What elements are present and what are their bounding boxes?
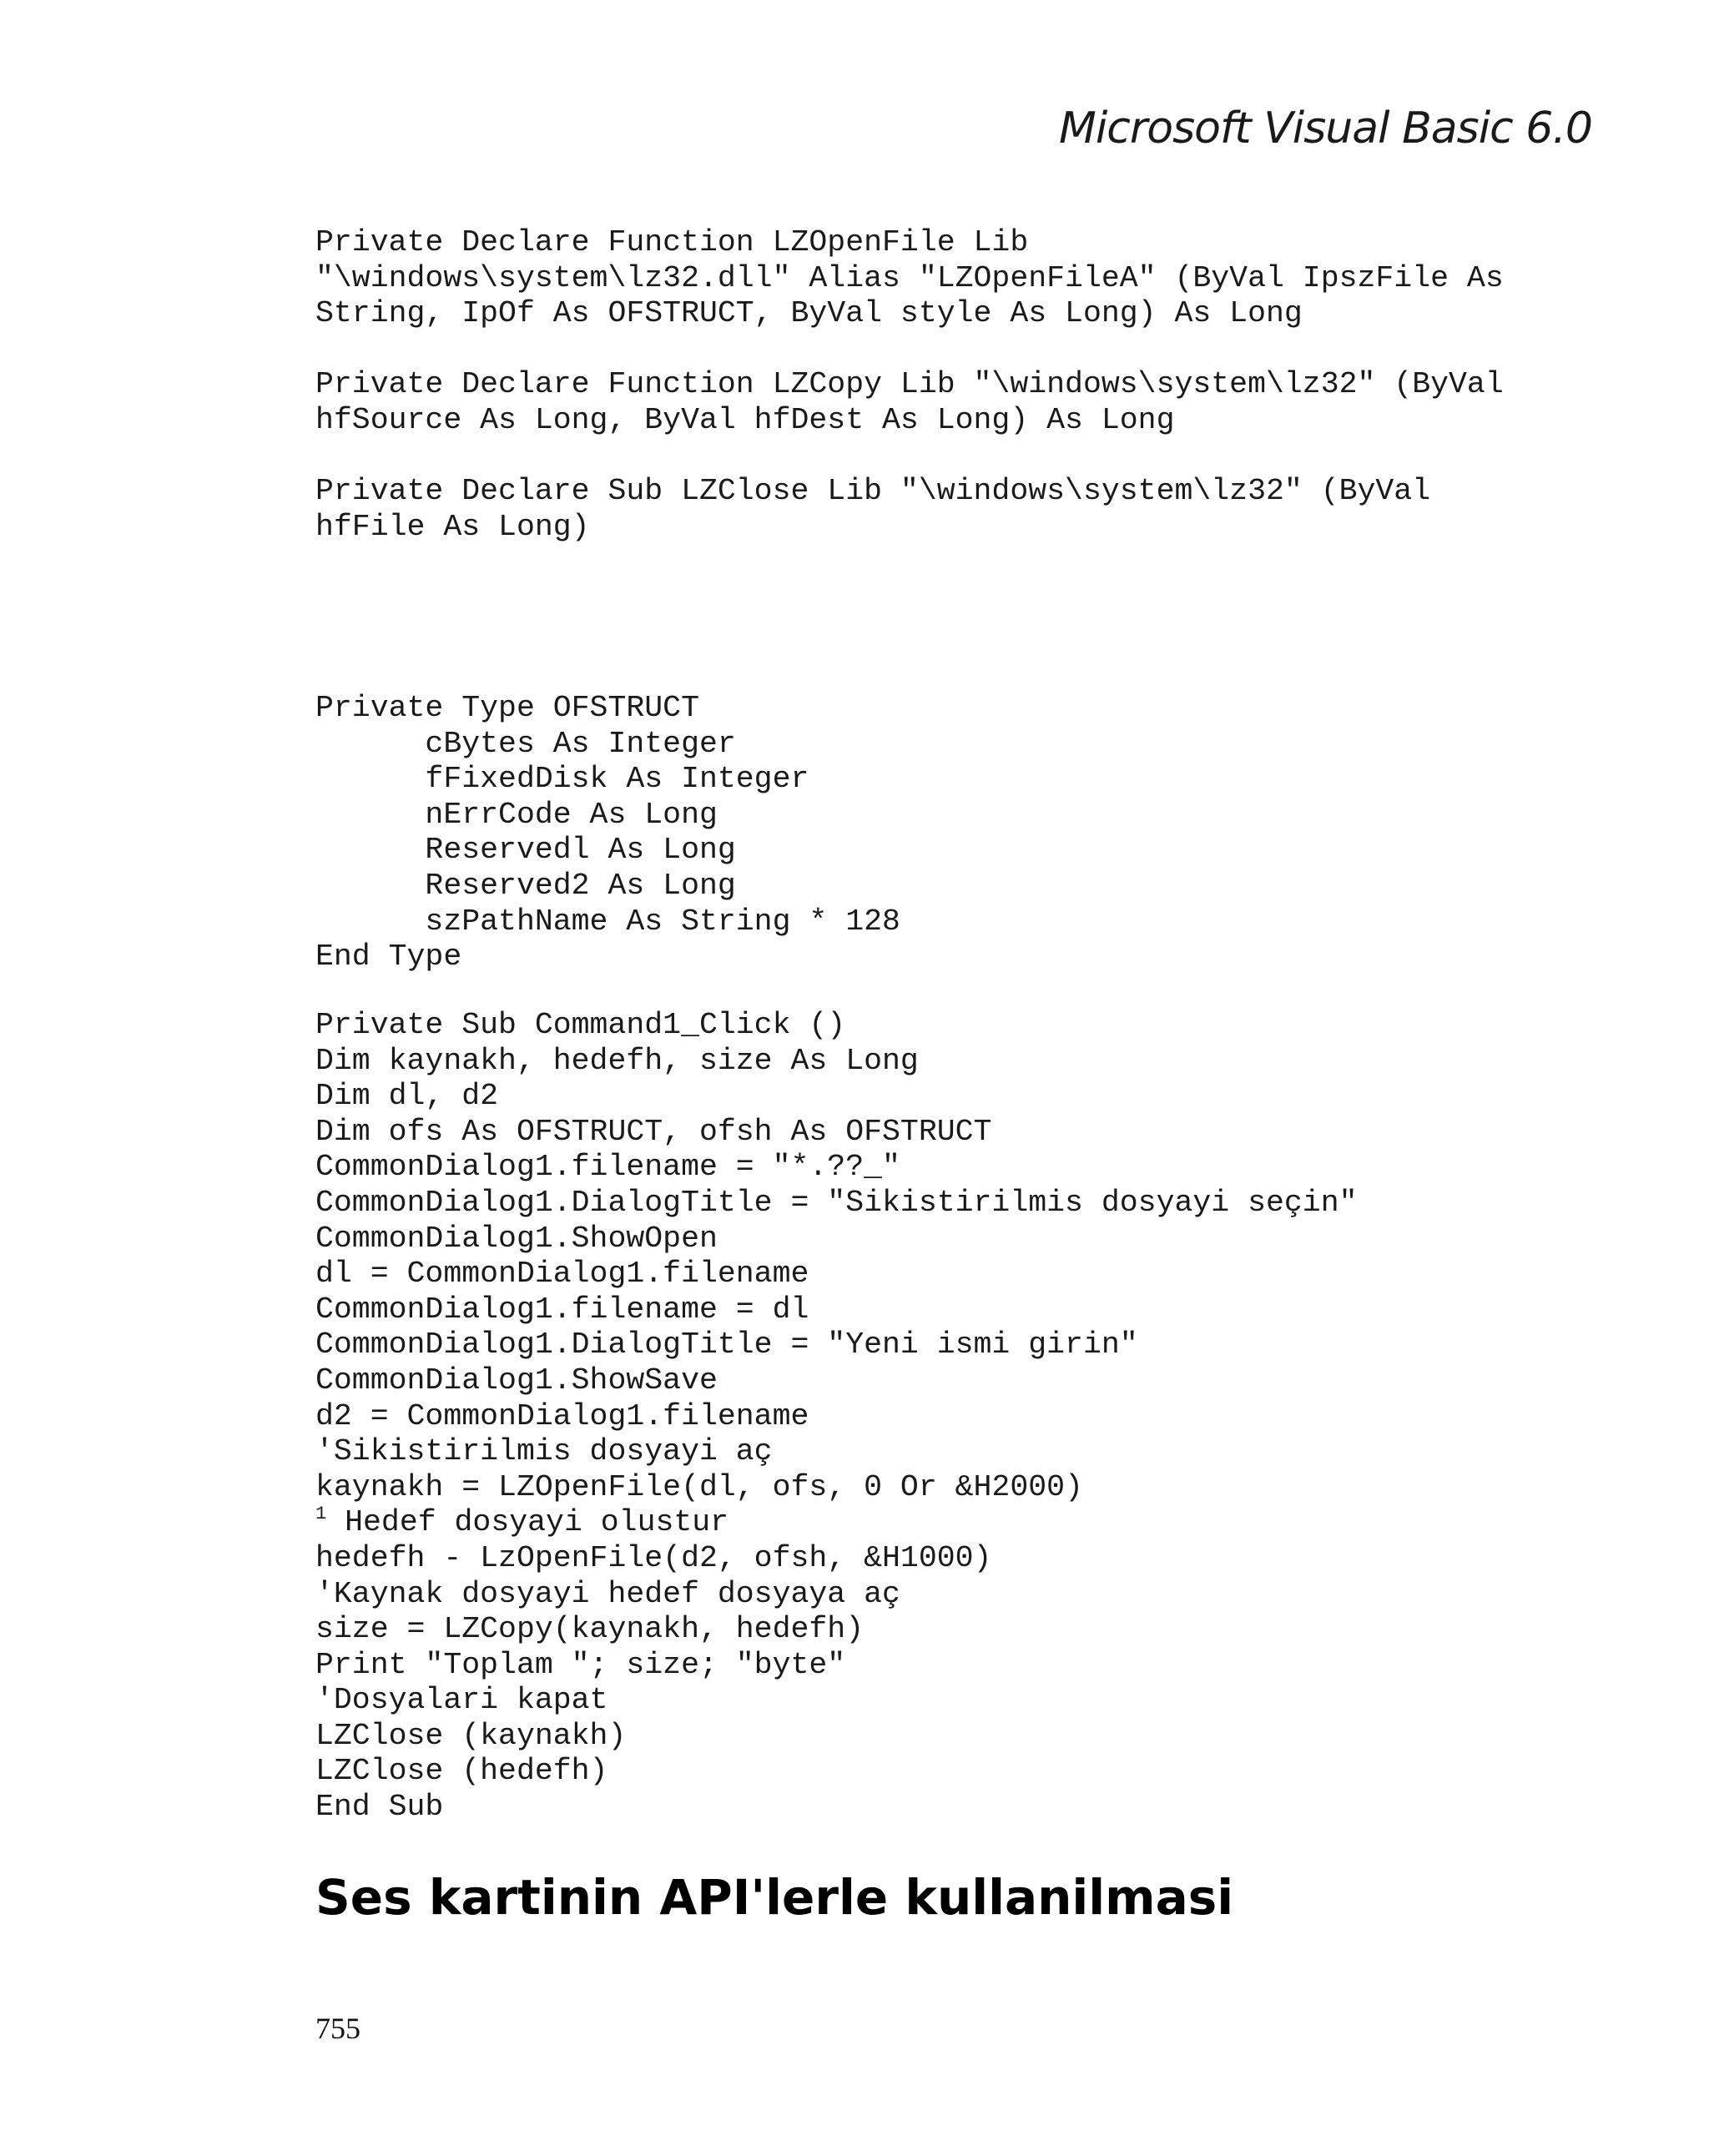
code-line: End Sub	[315, 1790, 444, 1825]
code-line: kaynakh = LZOpenFile(dl, ofs, 0 Or &H2000)	[315, 1469, 1083, 1504]
code-line: size = LZCopy(kaynakh, hedefh)	[315, 1612, 865, 1647]
footnote-marker: 1	[315, 1504, 327, 1525]
code-line-with-footnote	[315, 1505, 1358, 1541]
code-line: CommonDialog1.DialogTitle = "Sikistirilmis dosyayi seçin"	[315, 1185, 1358, 1220]
code-line: Dim ofs As OFSTRUCT, ofsh As OFSTRUCT	[315, 1114, 992, 1149]
code-line: nErrCode As Long	[315, 797, 718, 832]
code-line: Private Declare Sub LZClose Lib "\windows\system\lz32" (ByVal	[315, 474, 1431, 509]
code-line: Reservedl As Long	[315, 833, 736, 868]
code-line: szPathName As String * 128	[315, 904, 900, 939]
code-block-type-struct	[315, 691, 900, 975]
code-line: CommonDialog1.ShowOpen	[315, 1221, 718, 1256]
code-line: CommonDialog1.filename = "*.??_"	[315, 1150, 900, 1185]
code-line: 'Kaynak dosyayi hedef dosyaya aç	[315, 1576, 900, 1611]
code-line: CommonDialog1.filename = dl	[315, 1292, 809, 1327]
code-line: 'Sikistirilmis dosyayi aç	[315, 1434, 773, 1469]
code-line: String, IpOf As OFSTRUCT, ByVal style As Long) As Long	[315, 296, 1303, 331]
code-line: hedefh - LzOpenFile(d2, ofsh, &H1000)	[315, 1540, 992, 1575]
code-line: fFixedDisk As Integer	[315, 762, 809, 797]
code-line: "\windows\system\lz32.dll" Alias "LZOpenFileA" (ByVal IpszFile As	[315, 260, 1504, 295]
code-line: cBytes As Integer	[315, 726, 736, 761]
code-line	[315, 332, 1504, 368]
code-line: Private Declare Function LZOpenFile Lib	[315, 225, 1029, 259]
code-line: CommonDialog1.DialogTitle = "Yeni ismi girin"	[315, 1327, 1138, 1363]
running-header: Microsoft Visual Basic 6.0	[1058, 103, 1592, 154]
code-line: End Type	[315, 939, 462, 975]
code-line-text: Hedef dosyayi olustur	[326, 1505, 729, 1540]
code-block-command-sub	[315, 1008, 1358, 1826]
code-line	[315, 439, 1504, 475]
code-line: hfSource As Long, ByVal hfDest As Long) As Long	[315, 402, 1175, 437]
code-line: Private Sub Command1_Click ()	[315, 1008, 846, 1042]
code-line: d2 = CommonDialog1.filename	[315, 1398, 809, 1433]
code-line: LZClose (kaynakh)	[315, 1718, 627, 1753]
code-line: CommonDialog1.ShowSave	[315, 1363, 718, 1398]
code-line: LZClose (hedefh)	[315, 1754, 608, 1789]
code-line: Print "Toplam "; size; "byte"	[315, 1647, 846, 1682]
code-block-declares	[315, 225, 1504, 545]
code-line: Private Type OFSTRUCT	[315, 691, 699, 725]
code-line: Private Declare Function LZCopy Lib "\windows\system\lz32" (ByVal	[315, 367, 1504, 402]
code-line: Dim dl, d2	[315, 1079, 499, 1114]
code-line: 'Dosyalari kapat	[315, 1683, 608, 1718]
section-heading: Ses kartinin API'lerle kullanilmasi	[315, 1869, 1234, 1926]
page-number: 755	[315, 2012, 360, 2045]
code-line: dl = CommonDialog1.filename	[315, 1257, 809, 1292]
code-line: Reserved2 As Long	[315, 868, 736, 903]
code-line: hfFile As Long)	[315, 509, 590, 544]
code-line: Dim kaynakh, hedefh, size As Long	[315, 1043, 919, 1078]
